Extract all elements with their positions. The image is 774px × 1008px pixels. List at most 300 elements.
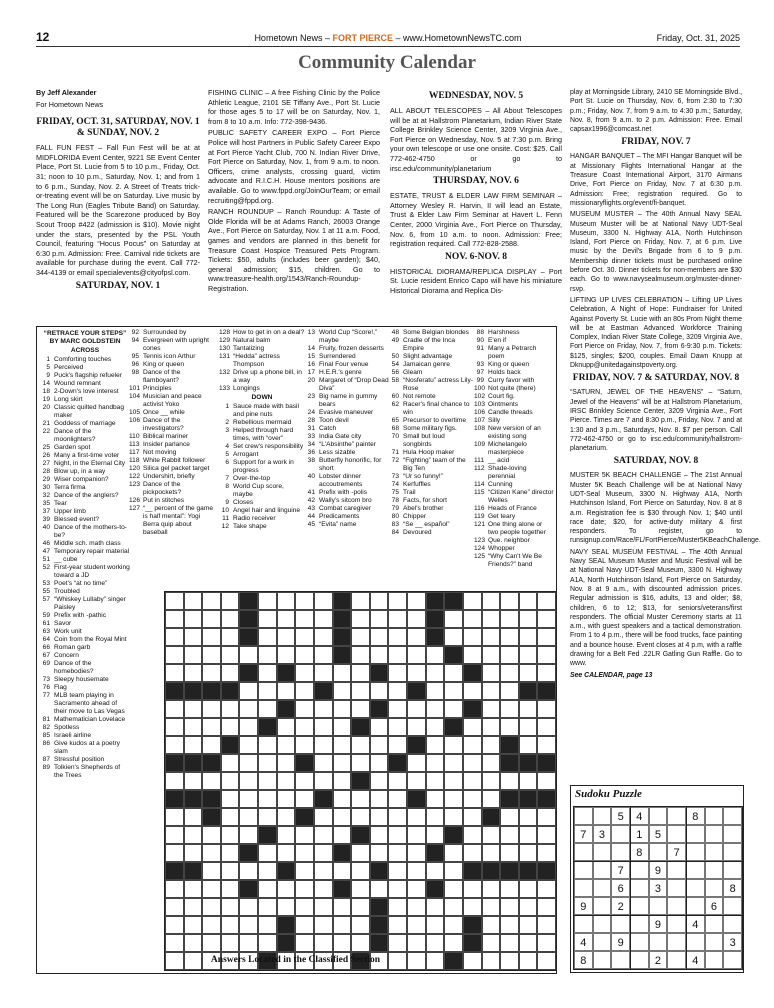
clue-number: 82 bbox=[42, 724, 50, 731]
crossword-cell bbox=[482, 610, 501, 628]
crossword-cell bbox=[482, 916, 501, 934]
clue-number: 119 bbox=[474, 513, 485, 520]
clue-number: 24 bbox=[307, 409, 315, 416]
clue-number: 33 bbox=[307, 433, 315, 440]
clue-text: Final Four venue bbox=[319, 361, 369, 368]
crossword-cell bbox=[314, 646, 333, 664]
crossword-clue bbox=[305, 513, 391, 521]
crossword-cell bbox=[239, 682, 258, 700]
crossword-clue bbox=[40, 652, 130, 660]
crossword-cell bbox=[351, 754, 370, 772]
crossword-cell bbox=[407, 754, 426, 772]
clue-number: 98 bbox=[131, 369, 139, 376]
clue-text: Drive up a phone bill, in a way bbox=[233, 369, 302, 384]
crossword-cell bbox=[258, 934, 277, 952]
clue-text: Put in stitches bbox=[143, 497, 185, 504]
clue-number: 68 bbox=[391, 425, 399, 432]
crossword-black-square bbox=[277, 862, 296, 880]
sudoku-cell bbox=[574, 861, 593, 879]
sudoku-cell bbox=[630, 897, 649, 915]
clue-number: 106 bbox=[474, 409, 486, 416]
clue-text: Middle sch. math class bbox=[54, 540, 121, 547]
crossword-cell bbox=[426, 934, 445, 952]
crossword-cell bbox=[351, 898, 370, 916]
crossword-cell bbox=[333, 700, 352, 718]
crossword-black-square bbox=[426, 610, 445, 628]
clue-number: 20 bbox=[307, 377, 315, 384]
crossword-cell bbox=[370, 826, 389, 844]
sudoku-cell bbox=[723, 861, 742, 879]
clue-text: Classic quilted handbag maker bbox=[54, 404, 125, 419]
clue-number: 40 bbox=[42, 524, 50, 531]
crossword-cell bbox=[351, 646, 370, 664]
crossword-cell bbox=[370, 880, 389, 898]
clue-number: 46 bbox=[42, 540, 50, 547]
clue-number: 91 bbox=[476, 345, 484, 352]
crossword-cell bbox=[258, 862, 277, 880]
crossword-clue bbox=[129, 409, 217, 417]
clue-text: First-year student working toward a JD bbox=[54, 564, 130, 579]
sudoku-cell: 5 bbox=[649, 825, 668, 843]
crossword-cell bbox=[500, 772, 519, 790]
crossword-cell bbox=[482, 826, 501, 844]
crossword-black-square bbox=[165, 862, 184, 880]
crossword-cell bbox=[333, 808, 352, 826]
event-paragraph: “SATURN, JEWEL OF THE HEAVENS” – “Saturn, Jewel of the Heavens” will be at Hallstrom Planetarium, IRSC Brinkley Science Center, 3209 Virginia Ave., Fort Pierce. Times are 7 and 8:30 p.m., Friday, Nov. 7 and at 1:30 and 3 p.m., Saturdays, Nov. 8. $7 per person. Call 772-462-4750 or go to irsc.edu/community/hallstrom-planetarium. bbox=[570, 389, 742, 453]
crossword-cell bbox=[165, 646, 184, 664]
crossword-cell bbox=[388, 934, 407, 952]
crossword-black-square bbox=[239, 880, 258, 898]
crossword-cell bbox=[184, 898, 203, 916]
crossword-cell bbox=[295, 736, 314, 754]
clue-text: How to get in on a deal? bbox=[233, 329, 305, 336]
paper-name: Hometown News – bbox=[254, 33, 330, 43]
crossword-cell bbox=[221, 808, 240, 826]
sudoku-cell: 4 bbox=[630, 807, 649, 825]
clue-number: 114 bbox=[474, 481, 485, 488]
clue-number: 123 bbox=[129, 481, 141, 488]
event-paragraph: LIFTING UP LIVES CELEBRATION – Lifting UP Lives Celebration, A Night of Hope: Fundraiser for United Against Poverty St. Lucie with an 80s Prom Night theme will be at Eastman Advanced Workforce Training Complex, Indian River State College, 3209 Virginia Ave, Fort Pierce on Friday, Nov. 7, from 6-9:30 p.m. Tickets: $125, singles; $200, couples. Email Dawn Knupp at Dknupp@unitedagainstpoverty.org. bbox=[570, 296, 742, 370]
crossword-cell bbox=[388, 772, 407, 790]
crossword-cell bbox=[537, 934, 556, 952]
event-paragraph: ALL ABOUT TELESCOPES – All About Telescopes will be at at Hallstrom Planetarium, Indian River State College Brinkley Science Center, 3209 Virginia Ave., Fort Pierce on Wednesday, Nov. 5 at 7:30 p.m. Bring your own telescope or use one onsite. Cost: $25. Call 772-462-4750 or go to irsc.edu/community/planetarium bbox=[390, 106, 562, 173]
crossword-clue bbox=[219, 403, 305, 419]
crossword-cell bbox=[351, 880, 370, 898]
crossword-cell bbox=[407, 772, 426, 790]
clues-column-6 bbox=[474, 329, 554, 569]
crossword-clue bbox=[474, 481, 554, 489]
event-paragraph: MUSTER 5K BEACH CHALLENGE – The 21st Annual Muster 5K Beach Challenge will be at National Navy UDT-Seal Museum, 3300 N. Highway A1A, North Hutchinson Island, Fort Pierce on Saturday, Nov. 8 at 8 a.m. Registration fee is $30 through Nov. 1; $40 until race date; $20, for active-duty military & first responders. To register, go to runsignup.com/Race/FL/FortPierce/Muster5KBeachChallenge. bbox=[570, 472, 761, 545]
sudoku-cell bbox=[667, 879, 686, 897]
crossword-cell bbox=[221, 934, 240, 952]
crossword-clue bbox=[389, 401, 475, 417]
crossword-black-square bbox=[333, 610, 352, 628]
clue-text: Some military figs. bbox=[403, 425, 457, 432]
clue-number: 95 bbox=[131, 353, 139, 360]
crossword-cell bbox=[295, 826, 314, 844]
crossword-cell bbox=[277, 844, 296, 862]
crossword-clue bbox=[219, 507, 305, 515]
site-url: – www.HometownNewsTC.com bbox=[395, 33, 522, 43]
clue-number: 65 bbox=[391, 417, 399, 424]
crossword-cell bbox=[519, 610, 538, 628]
crossword-clue bbox=[40, 460, 130, 468]
sudoku-cell: 2 bbox=[611, 897, 630, 915]
crossword-cell bbox=[202, 916, 221, 934]
crossword-cell bbox=[388, 916, 407, 934]
crossword-cell bbox=[333, 790, 352, 808]
crossword-clue bbox=[40, 644, 130, 652]
crossword-cell bbox=[351, 916, 370, 934]
crossword-black-square bbox=[165, 682, 184, 700]
crossword-cell bbox=[426, 808, 445, 826]
sudoku-cell bbox=[667, 933, 686, 951]
crossword-clue bbox=[219, 345, 305, 353]
crossword-cell bbox=[221, 826, 240, 844]
byline: By Jeff Alexander bbox=[36, 88, 97, 97]
clue-text: Blow up, in a way bbox=[54, 468, 106, 475]
crossword-clue bbox=[40, 404, 130, 420]
crossword-clue bbox=[305, 433, 391, 441]
clue-number: 38 bbox=[307, 457, 315, 464]
crossword-cell bbox=[258, 700, 277, 718]
crossword-cell bbox=[239, 916, 258, 934]
crossword-cell bbox=[333, 916, 352, 934]
clue-text: Devoured bbox=[403, 529, 432, 536]
crossword-black-square bbox=[426, 628, 445, 646]
crossword-clue bbox=[40, 628, 130, 636]
crossword-clue bbox=[129, 497, 217, 505]
crossword-clue bbox=[129, 465, 217, 473]
sudoku-cell bbox=[705, 807, 724, 825]
crossword-cell bbox=[407, 646, 426, 664]
crossword-cell bbox=[444, 682, 463, 700]
crossword-clue bbox=[389, 529, 475, 537]
clue-number: 4 bbox=[225, 443, 229, 450]
sudoku-cell bbox=[593, 879, 612, 897]
crossword-cell bbox=[295, 718, 314, 736]
crossword-clue bbox=[474, 505, 554, 513]
crossword-cell bbox=[370, 610, 389, 628]
crossword-cell bbox=[165, 736, 184, 754]
crossword-clue bbox=[474, 377, 554, 385]
crossword-cell bbox=[314, 862, 333, 880]
crossword-black-square bbox=[500, 754, 519, 772]
crossword-cell bbox=[314, 736, 333, 754]
clue-text: Work unit bbox=[54, 628, 82, 635]
clue-number: 123 bbox=[474, 537, 486, 544]
clue-number: 15 bbox=[307, 353, 315, 360]
clue-text: Small but loud songbirds bbox=[403, 433, 445, 448]
crossword-cell bbox=[537, 898, 556, 916]
crossword-clue bbox=[389, 481, 475, 489]
date-heading: NOV. 6-NOV. 8 bbox=[445, 251, 507, 262]
crossword-cell bbox=[388, 592, 407, 610]
date-heading: SATURDAY, NOV. 1 bbox=[75, 280, 161, 291]
crossword-cell bbox=[426, 664, 445, 682]
crossword-cell bbox=[351, 790, 370, 808]
clue-text: Concern bbox=[54, 652, 79, 659]
crossword-cell bbox=[407, 862, 426, 880]
crossword-black-square bbox=[537, 862, 556, 880]
crossword-cell bbox=[407, 934, 426, 952]
clue-text: Dance of the investigators? bbox=[143, 417, 184, 432]
crossword-cell bbox=[351, 700, 370, 718]
sudoku-cell bbox=[593, 861, 612, 879]
crossword-cell bbox=[519, 898, 538, 916]
crossword-clue bbox=[305, 369, 391, 377]
crossword-cell bbox=[444, 736, 463, 754]
crossword-cell bbox=[519, 736, 538, 754]
crossword-cell bbox=[295, 628, 314, 646]
crossword-cell bbox=[351, 862, 370, 880]
crossword-clue bbox=[129, 433, 217, 441]
crossword-black-square bbox=[333, 844, 352, 862]
crossword-cell bbox=[258, 610, 277, 628]
crossword-cell bbox=[295, 880, 314, 898]
crossword-clue bbox=[219, 369, 305, 385]
crossword-black-square bbox=[258, 826, 277, 844]
crossword-cell bbox=[221, 610, 240, 628]
crossword-cell bbox=[258, 898, 277, 916]
crossword-clue bbox=[40, 756, 130, 764]
clue-text: Natural balm bbox=[233, 337, 271, 344]
crossword-clue bbox=[474, 401, 554, 409]
crossword-clue bbox=[40, 596, 130, 612]
crossword-cell bbox=[519, 916, 538, 934]
clue-text: Trail bbox=[403, 489, 416, 496]
clue-text: Cunning bbox=[488, 481, 513, 488]
sudoku-cell bbox=[630, 879, 649, 897]
crossword-clue bbox=[219, 483, 305, 499]
sudoku-cell bbox=[611, 915, 630, 933]
clue-number: 26 bbox=[42, 452, 50, 459]
clue-number: 9 bbox=[46, 372, 50, 379]
crossword-clue bbox=[474, 513, 554, 521]
crossword-cell bbox=[165, 934, 184, 952]
clue-number: 6 bbox=[225, 459, 229, 466]
sudoku-box-divider bbox=[574, 915, 742, 916]
crossword-cell bbox=[165, 628, 184, 646]
crossword-clue bbox=[40, 580, 130, 588]
sudoku-cell bbox=[705, 879, 724, 897]
crossword-cell bbox=[258, 772, 277, 790]
crossword-clue bbox=[40, 508, 130, 516]
clue-number: 106 bbox=[129, 417, 141, 424]
crossword-cell bbox=[165, 844, 184, 862]
clue-number: 96 bbox=[131, 361, 139, 368]
crossword-cell bbox=[277, 898, 296, 916]
sudoku-cell bbox=[667, 897, 686, 915]
crossword-clue bbox=[129, 361, 217, 369]
crossword-clue bbox=[305, 377, 391, 393]
clue-number: 51 bbox=[42, 556, 50, 563]
clue-number: 21 bbox=[42, 420, 50, 427]
crossword-cell bbox=[426, 916, 445, 934]
crossword-clue bbox=[474, 457, 554, 465]
crossword-clue bbox=[389, 449, 475, 457]
crossword-cell bbox=[388, 646, 407, 664]
clue-text: “Ur so funny!” bbox=[403, 473, 443, 480]
crossword-cell bbox=[500, 844, 519, 862]
clue-number: 11 bbox=[222, 515, 229, 522]
clue-number: 69 bbox=[42, 660, 50, 667]
clue-number: 101 bbox=[129, 385, 141, 392]
clue-number: 113 bbox=[129, 441, 140, 448]
crossword-cell bbox=[221, 664, 240, 682]
calendar-column-2 bbox=[208, 88, 380, 295]
crossword-cell bbox=[537, 592, 556, 610]
crossword-cell bbox=[258, 628, 277, 646]
crossword-cell bbox=[519, 880, 538, 898]
clue-text: Less sizable bbox=[319, 449, 356, 456]
sudoku-cell bbox=[686, 861, 705, 879]
crossword-clue bbox=[474, 345, 554, 361]
crossword-cell bbox=[537, 826, 556, 844]
clue-text: Tear bbox=[54, 500, 67, 507]
crossword-clue bbox=[389, 377, 475, 393]
clue-text: Court fig. bbox=[488, 393, 515, 400]
clue-text: Helped through hard times, with “over” bbox=[233, 427, 294, 442]
crossword-cell bbox=[295, 592, 314, 610]
clue-text: H.E.R.'s genre bbox=[319, 369, 362, 376]
clue-number: 84 bbox=[391, 529, 399, 536]
clue-text: King or queen bbox=[143, 361, 185, 368]
crossword-clue bbox=[389, 489, 475, 497]
crossword-cell bbox=[519, 772, 538, 790]
clue-number: 45 bbox=[307, 521, 315, 528]
crossword-black-square bbox=[388, 754, 407, 772]
crossword-cell bbox=[277, 826, 296, 844]
clue-text: Dance of the mothers-to-be? bbox=[54, 524, 127, 539]
crossword-clue bbox=[129, 457, 217, 465]
crossword-cell bbox=[165, 808, 184, 826]
crossword-clue bbox=[305, 409, 391, 417]
crossword-cell bbox=[258, 790, 277, 808]
sudoku-cell: 9 bbox=[649, 861, 668, 879]
clue-number: 90 bbox=[476, 337, 484, 344]
sudoku-cell bbox=[705, 843, 724, 861]
crossword-cell bbox=[202, 646, 221, 664]
sudoku-cell bbox=[705, 933, 724, 951]
crossword-cell bbox=[388, 826, 407, 844]
clue-text: “Hedda” actress Thompson bbox=[233, 353, 280, 368]
crossword-clue bbox=[389, 521, 475, 529]
crossword-cell bbox=[184, 592, 203, 610]
clue-number: 73 bbox=[42, 676, 50, 683]
clue-number: 13 bbox=[307, 329, 315, 336]
clue-number: 66 bbox=[42, 644, 50, 651]
crossword-black-square bbox=[295, 808, 314, 826]
clue-number: 115 bbox=[474, 489, 485, 496]
crossword-cell bbox=[351, 808, 370, 826]
crossword-black-square bbox=[239, 844, 258, 862]
crossword-clue bbox=[40, 588, 130, 596]
sudoku-box-divider bbox=[686, 807, 687, 969]
crossword-cell bbox=[165, 880, 184, 898]
clue-number: 78 bbox=[391, 497, 399, 504]
sudoku-cell bbox=[574, 915, 593, 933]
clue-number: 17 bbox=[307, 369, 315, 376]
crossword-black-square bbox=[444, 718, 463, 736]
date-heading: WEDNESDAY, NOV. 5 bbox=[428, 91, 524, 101]
answers-note: Answers Located in the Classified Section bbox=[210, 955, 381, 965]
clue-text: World Cup “Score!,” maybe bbox=[319, 329, 378, 344]
clue-number: 89 bbox=[42, 764, 50, 771]
sudoku-puzzle bbox=[570, 785, 744, 973]
clue-text: MLB team playing in Sacramento ahead of their move to Las Vegas bbox=[54, 692, 125, 715]
clue-number: 117 bbox=[129, 449, 140, 456]
clue-number: 31 bbox=[307, 425, 315, 432]
crossword-clue bbox=[219, 523, 305, 531]
crossword-clue bbox=[474, 489, 554, 505]
crossword-grid bbox=[164, 591, 557, 971]
clue-text: Some Belgian blondes bbox=[403, 329, 469, 336]
clue-number: 8 bbox=[225, 483, 229, 490]
crossword-cell bbox=[482, 880, 501, 898]
clue-text: Wound remnant bbox=[54, 380, 101, 387]
clue-number: 19 bbox=[42, 396, 50, 403]
crossword-cell bbox=[370, 646, 389, 664]
crossword-clue bbox=[389, 505, 475, 513]
crossword-cell bbox=[277, 880, 296, 898]
clue-text: India Gate city bbox=[319, 433, 362, 440]
clue-text: Israeli airline bbox=[54, 732, 92, 739]
crossword-black-square bbox=[202, 790, 221, 808]
date-heading: FRIDAY, NOV. 7 bbox=[621, 137, 691, 148]
crossword-clue bbox=[40, 732, 130, 740]
crossword-cell bbox=[295, 844, 314, 862]
crossword-cell bbox=[333, 772, 352, 790]
crossword-cell bbox=[463, 844, 482, 862]
crossword-cell bbox=[258, 664, 277, 682]
crossword-cell bbox=[295, 934, 314, 952]
sudoku-cell bbox=[649, 897, 668, 915]
crossword-cell bbox=[537, 646, 556, 664]
clue-number: 125 bbox=[474, 553, 486, 560]
sudoku-cell bbox=[611, 825, 630, 843]
clue-text: E'en if bbox=[488, 337, 507, 344]
crossword-clue bbox=[40, 740, 130, 756]
clue-text: Predicaments bbox=[319, 513, 360, 520]
clue-text: Garden spot bbox=[54, 444, 91, 451]
clue-text: One thing alone or two people together bbox=[488, 521, 546, 536]
clue-number: 107 bbox=[474, 417, 486, 424]
clue-text: “Evita” name bbox=[319, 521, 357, 528]
crossword-clue bbox=[40, 396, 130, 404]
crossword-cell bbox=[314, 700, 333, 718]
clue-number: 70 bbox=[391, 433, 399, 440]
crossword-cell bbox=[295, 898, 314, 916]
crossword-black-square bbox=[165, 754, 184, 772]
clue-number: 1 bbox=[46, 356, 50, 363]
clue-number: 42 bbox=[307, 497, 315, 504]
crossword-cell bbox=[351, 844, 370, 862]
crossword-cell bbox=[184, 826, 203, 844]
crossword-cell bbox=[221, 646, 240, 664]
crossword-black-square bbox=[537, 790, 556, 808]
crossword-cell bbox=[258, 754, 277, 772]
crossword-cell bbox=[258, 682, 277, 700]
crossword-cell bbox=[463, 718, 482, 736]
clue-text: Poet's “at no time” bbox=[54, 580, 108, 587]
crossword-cell bbox=[239, 772, 258, 790]
clue-number: 67 bbox=[42, 652, 50, 659]
crossword-cell bbox=[463, 628, 482, 646]
clue-number: 102 bbox=[474, 393, 486, 400]
crossword-cell bbox=[165, 898, 184, 916]
crossword-cell bbox=[277, 610, 296, 628]
